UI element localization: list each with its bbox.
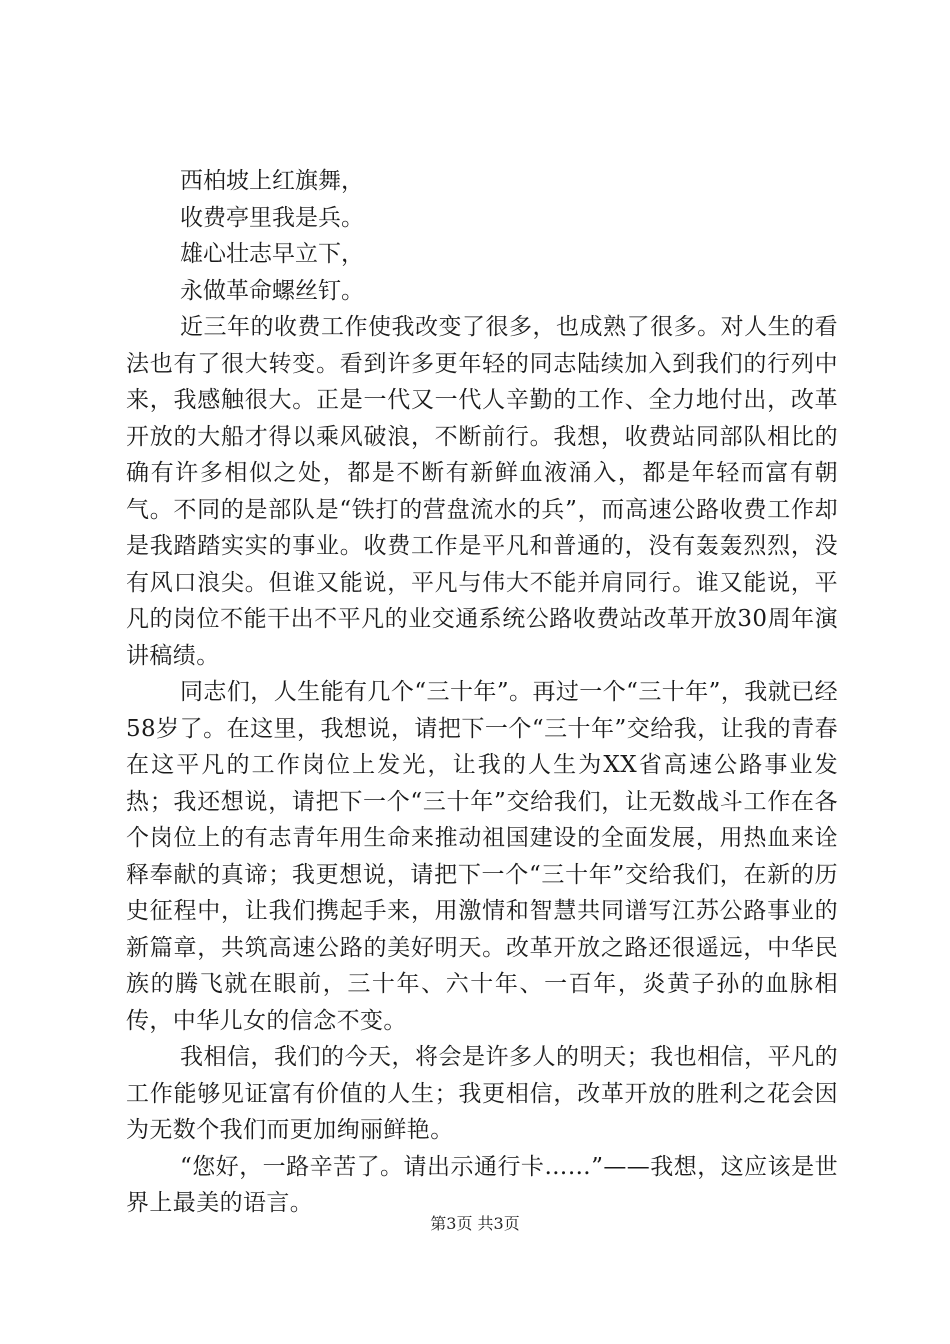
paragraph: “您好，一路辛苦了。请出示通行卡……”——我想，这应该是世界上最美的语言。	[126, 1153, 838, 1216]
page-number: 第3页 共3页	[430, 1214, 520, 1233]
poem-line: 西柏坡上红旗舞，	[180, 168, 364, 194]
page-footer	[0, 1211, 950, 1234]
paragraph: 我相信，我们的今天，将会是许多人的明天；我也相信，平凡的工作能够见证富有价值的人生；我更相信，改革开放的胜利之花会因为无数个我们而更加绚丽鲜艳。	[126, 1044, 838, 1143]
paragraph: 同志们，人生能有几个“三十年”。再过一个“三十年”，我就已经58岁了。在这里，我想说，请把下一个“三十年”交给我，让我的青春在这平凡的工作岗位上发光，让我的人生为XX省高速公路事业发热；我还想说，请把下一个“三十年”交给我们，让无数战斗工作在各个岗位上的有志青年用生命来推动祖国建设的全面发展，用热血来诠释奉献的真谛；我更想说，请把下一个“三十年”交给我们，在新的历史征程中，让我们携起手来，用激情和智慧共同谱写江苏公路事业的新篇章，共筑高速公路的美好明天。改革开放之路还很遥远，中华民族的腾飞就在眼前，三十年、六十年、一百年，炎黄子孙的血脉相传，中华儿女的信念不变。	[126, 679, 838, 1034]
paragraph: 近三年的收费工作使我改变了很多，也成熟了很多。对人生的看法也有了很大转变。看到许多更年轻的同志陆续加入到我们的行列中来，我感触很大。正是一代又一代人辛勤的工作、全力地付出，改革开放的大船才得以乘风破浪，不断前行。我想，收费站同部队相比的确有许多相似之处，都是不断有新鲜血液涌入，都是年轻而富有朝气。不同的是部队是“铁打的营盘流水的兵”，而高速公路收费工作却是我踏踏实实的事业。收费工作是平凡和普通的，没有轰轰烈烈，没有风口浪尖。但谁又能说，平凡与伟大不能并肩同行。谁又能说，平凡的岗位不能干出不平凡的业交通系统公路收费站改革开放30周年演讲稿绩。	[126, 314, 838, 669]
poem-line: 收费亭里我是兵。	[180, 204, 364, 231]
poem-line: 雄心壮志早立下，	[180, 241, 364, 267]
document-body	[126, 163, 838, 1222]
poem	[126, 163, 838, 309]
poem-line: 永做革命螺丝钉。	[180, 277, 364, 304]
